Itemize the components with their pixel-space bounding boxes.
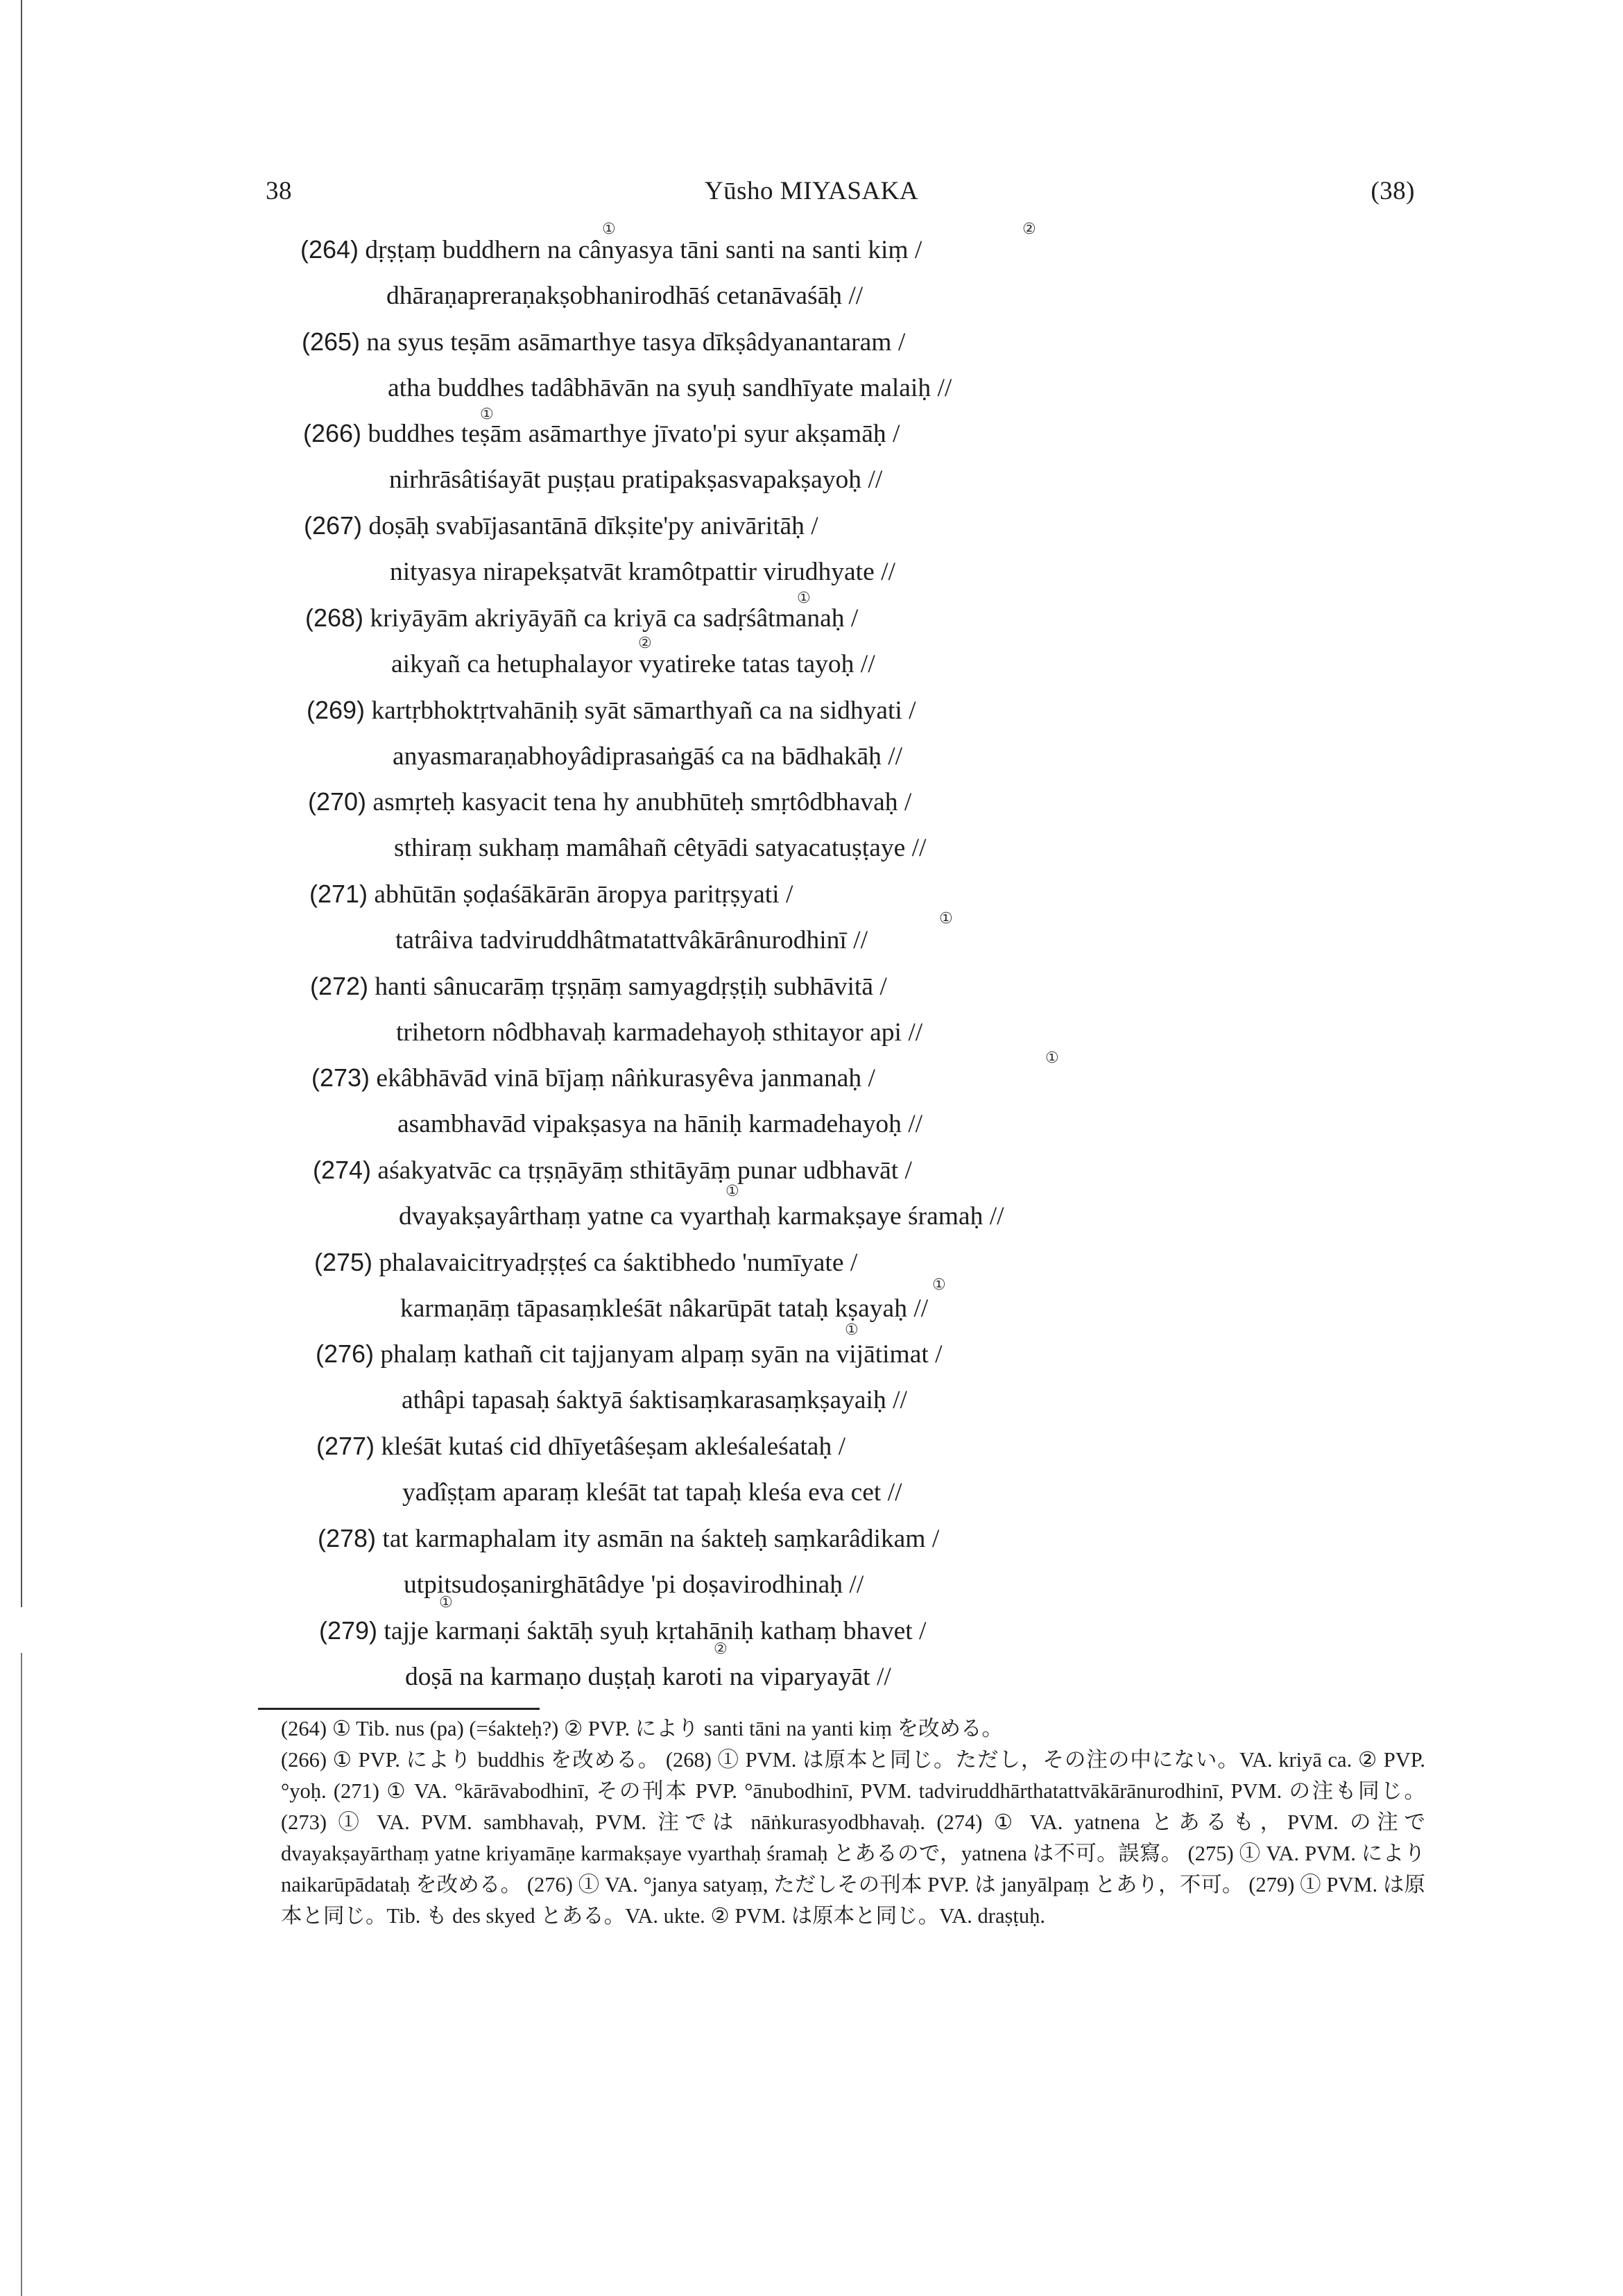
verse-number: (278) <box>318 1523 377 1552</box>
verse-line-1 <box>316 1434 845 1460</box>
verse-number: (266) <box>303 419 362 448</box>
footnote-separator <box>258 1708 540 1710</box>
verse-pada-b: karmaṇāṃ tāpasaṃkleśāt nâkarūpāt tataḥ kṣayaḥ // <box>400 1294 929 1323</box>
verse-pada-a: ekâbhāvād vinā bījaṃ nâṅkurasyêva janmanaḥ / <box>376 1064 875 1093</box>
left-margin-rule <box>21 0 22 2296</box>
verse-pada-a: kriyāyām akriyāyāñ ca kriyā ca sadṛśâtmanaḥ / <box>370 603 859 633</box>
verse-line-1 <box>314 1247 858 1277</box>
verse-pada-b: dvayakṣayârthaṃ yatne ca vyarthaḥ karmakṣaye śramaḥ // <box>399 1202 1004 1231</box>
verse-pada-a: asmṛteḥ kasyacit tena hy anubhūteḥ smṛtôdbhavaḥ / <box>372 788 912 817</box>
verse-pada-b: nityasya nirapekṣatvāt kramôtpattir virudhyate // <box>390 558 895 587</box>
footnote-marker: ① <box>939 910 953 927</box>
verse-pada-b: atha buddhes tadâbhāvān na syuḥ sandhīyate malaiḥ // <box>388 373 952 402</box>
footnote-marker: ② <box>1022 221 1036 238</box>
verse-pada-a: kleśāt kutaś cid dhīyetâśeṣam akleśaleśataḥ / <box>381 1432 845 1462</box>
verse-pada-a: buddhes teṣām asāmarthye jīvato'pi syur akṣamāḥ / <box>368 420 900 449</box>
verse-number: (277) <box>316 1432 375 1461</box>
page-number-left: 38 <box>266 177 292 205</box>
verse-pada-a: abhūtān ṣoḍaśākārān āropya paritṛṣyati / <box>374 880 793 909</box>
verse-line-1 <box>308 789 911 816</box>
verse-pada-b: sthiraṃ sukhaṃ mamâhañ cêtyādi satyacatuṣṭaye // <box>394 834 927 863</box>
verse-pada-b: utpitsudoṣanirghātâdye 'pi doṣavirodhinaḥ // <box>404 1570 864 1599</box>
verse-number: (269) <box>307 695 366 724</box>
verse-line-1 <box>305 603 859 633</box>
verse-number: (268) <box>305 603 364 632</box>
verse-pada-a: na syus teṣām asāmarthye tasya dīkṣâdyanantaram / <box>366 327 906 357</box>
verse-pada-a: aśakyatvāc ca tṛṣṇāyāṃ sthitāyāṃ punar udbhavāt / <box>377 1156 912 1185</box>
verse-pada-b: aikyañ ca hetuphalayor vyatireke tatas tayoḥ // <box>391 649 875 678</box>
verse-number: (271) <box>309 879 368 908</box>
footnote-marker: ① <box>725 1183 739 1200</box>
footnote-marker: ① <box>602 221 616 238</box>
verse-number: (270) <box>308 787 367 816</box>
footnote-marker: ① <box>845 1321 859 1339</box>
verse-pada-a: tat karmaphalam ity asmān na śakteḥ saṃkarâdikam / <box>382 1524 940 1553</box>
verse-line-1 <box>307 695 916 725</box>
footnote-paragraph: (264) ① Tib. nus (pa) (=śakteḥ?) ② PVP. により santi tāni na yanti kiṃ を改める。 <box>281 1717 1004 1740</box>
verse-number: (264) <box>300 235 359 264</box>
verse-pada-b: tatrâiva tadviruddhâtmatattvâkārânurodhinī // <box>395 925 868 954</box>
footnote-marker: ② <box>714 1640 728 1658</box>
verse-number: (267) <box>304 511 363 540</box>
verse-pada-b: doṣā na karmaṇo duṣṭaḥ karoti na viparyayāt // <box>405 1662 891 1691</box>
verse-number: (279) <box>319 1616 378 1645</box>
verse-pada-a: kartṛbhoktṛtvahāniḥ syāt sāmarthyañ ca na sidhyati / <box>371 696 916 725</box>
verse-pada-a: dṛṣṭaṃ buddhern na cânyasya tāni santi na santi kiṃ / <box>365 236 922 264</box>
verse-number: (276) <box>316 1339 375 1369</box>
verse-line-1 <box>309 879 793 909</box>
verse-pada-b: asambhavād vipakṣasya na hāniḥ karmadehayoḥ // <box>397 1110 923 1139</box>
verse-line-1 <box>304 513 818 540</box>
verse-pada-a: hanti sânucarāṃ tṛṣṇāṃ samyagdṛṣṭiḥ subhāvitā / <box>375 972 887 1001</box>
verse-line-1 <box>316 1339 943 1369</box>
verse-number: (275) <box>314 1247 373 1276</box>
running-title: Yūsho MIYASAKA <box>704 177 919 205</box>
footnote-marker: ① <box>1045 1050 1059 1067</box>
verse-number: (272) <box>310 971 369 1000</box>
verse-pada-a: phalaṃ kathañ cit tajjanyam alpaṃ syān na vijātimat / <box>380 1340 943 1369</box>
verse-pada-a: doṣāḥ svabījasantānā dīkṣite'py anivāritāḥ / <box>368 512 818 541</box>
verse-pada-b: athâpi tapasaḥ śaktyā śaktisaṃkarasaṃkṣayaiḥ // <box>402 1386 907 1415</box>
verse-line-1 <box>318 1523 940 1553</box>
footnotes <box>281 1713 1425 1932</box>
verse-pada-b: anyasmaraṇabhoyâdiprasaṅgāś ca na bādhakāḥ // <box>393 742 903 771</box>
verse-pada-a: tajje karmaṇi śaktāḥ syuḥ kṛtahāniḥ kathaṃ bhavet / <box>384 1616 927 1645</box>
verse-number: (274) <box>313 1156 372 1184</box>
footnote-marker: ① <box>439 1594 453 1611</box>
verse-line-1 <box>302 329 905 356</box>
verse-line-1 <box>313 1158 912 1184</box>
verse-pada-b: yadîṣṭam aparaṃ kleśāt tat tapaḥ kleśa eva cet // <box>402 1478 902 1507</box>
verse-pada-a: phalavaicitryadṛṣṭeś ca śaktibhedo 'numīyate / <box>379 1248 858 1277</box>
footnote-marker: ① <box>797 590 811 607</box>
verse-number: (273) <box>311 1063 370 1093</box>
verse-pada-b: trihetorn nôdbhavaḥ karmadehayoḥ sthitayor api // <box>396 1018 923 1047</box>
verse-line-1 <box>300 237 922 264</box>
footnote-paragraph: (266) ① PVP. により buddhis を改める。 (268) ① PVM. は原本と同じ。ただし，その注の中にない。VA. kriyā ca. ② PVP. °yoḥ. (271) ① VA. °kārāvabodhinī, その刊本 PVP. °ānubodhinī, PVM. tadviruddhārthatattvākārānurodhinī, PVM. の注も同じ。 (273) ① VA. PVM. sambhavaḥ, PVM. 注では nāṅkurasyodbhavaḥ. (274) ① VA. yatnena とあるも，PVM. の注で dvayakṣayārthaṃ yatne kriyamāṇe karmakṣaye vyarthaḥ śramaḥ とあるので，yatnena は不可。誤寫。 (275) ① VA. PVM. により naikarūpādataḥ を改める。 (276) ① VA. °janya satyaṃ, ただしその刊本 PVP. は janyālpaṃ とあり，不可。 (279) ① PVM. は原本と同じ。Tib. も des skyed とある。VA. ukte. ② PVM. は原本と同じ。VA. draṣṭuḥ. <box>281 1748 1425 1928</box>
verse-line-1 <box>303 421 900 447</box>
verse-pada-b: dhāraṇapreraṇakṣobhanirodhāś cetanāvaśāḥ // <box>386 282 864 310</box>
verse-line-1 <box>310 971 887 1001</box>
footnote-marker: ① <box>932 1276 946 1294</box>
footnote-marker: ② <box>638 635 652 652</box>
verse-line-1 <box>311 1065 875 1092</box>
verse-line-1 <box>319 1618 926 1645</box>
verse-pada-b: nirhrāsâtiśayāt puṣṭau pratipakṣasvapakṣayoḥ // <box>389 465 883 495</box>
verse-number: (265) <box>302 327 361 356</box>
page-number-right: (38) <box>1371 177 1415 205</box>
footnote-marker: ① <box>480 406 494 423</box>
